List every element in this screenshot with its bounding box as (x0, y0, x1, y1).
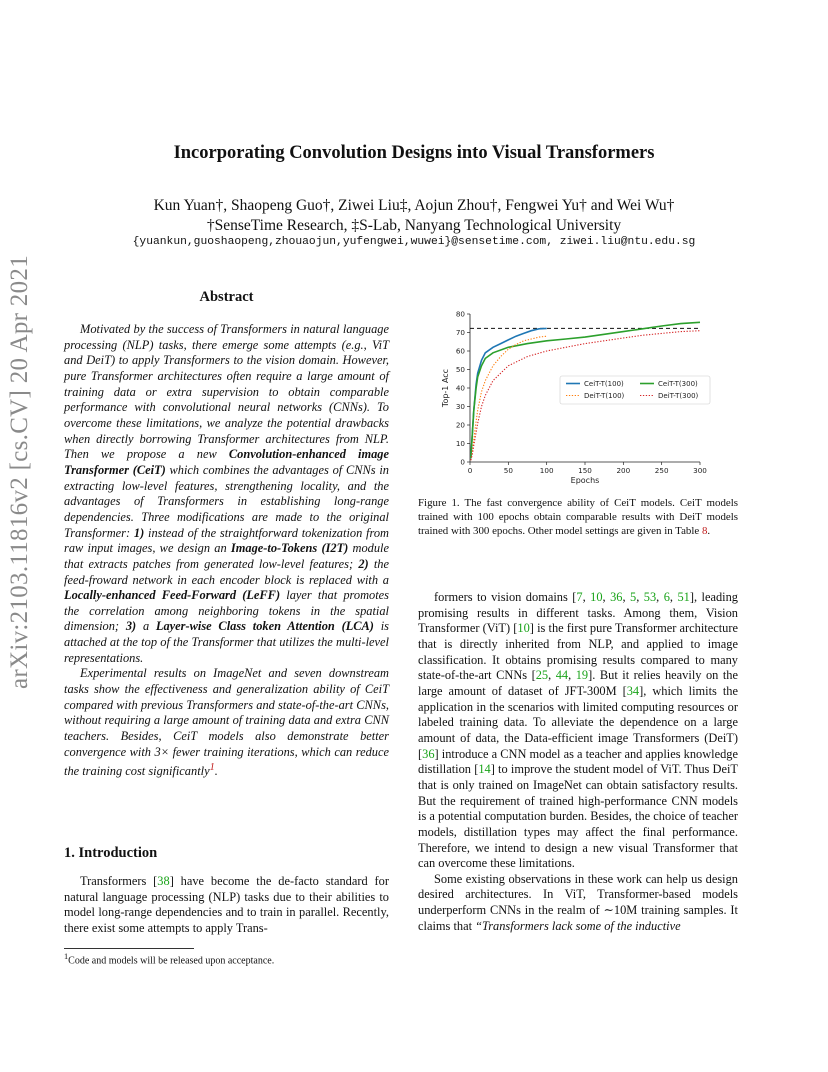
citation-link[interactable]: 36 (422, 746, 435, 761)
citation-link[interactable]: 6 (663, 590, 670, 604)
legend-label: CeiT-T(300) (658, 380, 698, 388)
figure-1 (418, 304, 738, 494)
citation-link[interactable]: 5 (630, 590, 637, 604)
y-axis-label: Top-1 Acc (441, 368, 450, 408)
y-tick-label: 70 (455, 328, 465, 338)
intro-body (64, 874, 389, 937)
citation-link[interactable]: 51 (677, 590, 690, 604)
abstract-paragraph-2: Experimental results on ImageNet and seven downstream tasks show the effectiveness and generalization ability of CeiT compared with previous Transformers and state-of-the-art CNNs, without requiring a large amount of training data and extra CNN teachers. Besides, CeiT models also demonstrate better convergence with 3× fewer training iterations, which can reduce the training cost significantly$^1$. (64, 666, 389, 779)
y-tick-label: 50 (455, 365, 465, 375)
legend-label: DeiT-T(100) (584, 392, 625, 400)
y-tick-label: 60 (455, 346, 465, 356)
citation-link[interactable]: 53 (643, 590, 657, 604)
citation-link[interactable]: 14 (478, 762, 491, 777)
citation-link[interactable]: 34 (626, 683, 640, 698)
intro-paragraph: Transformers [38] have become the de-facto standard for natural language processing (NLP) tasks due to their abilities to model long-range dependencies and to train in parallel. Recently, there exist some attempts to apply Trans- (64, 874, 389, 935)
arxiv-stamp: arXiv:2103.11816v2 [cs.CV] 20 Apr 2021 (6, 254, 33, 690)
y-tick-label: 20 (455, 420, 465, 430)
right-paragraph-2: Some existing observations in these work can help us design desired architectures. In ViT, Transformer-based models underperform CNNs in the realm of ∼10M training samples. It claims that “Transformers lack some of the inductive (418, 871, 738, 933)
footnote-rule (64, 948, 194, 949)
right-column-body (418, 590, 738, 934)
citation-link[interactable]: 38 (157, 874, 170, 888)
abstract-paragraph-1: Motivated by the success of Transformers in natural language processing (NLP) tasks, there emerge some attempts (e.g., ViT and DeiT) to apply Transformers to the vision domain. However, pure Transformer architectures often require a large amount of training data or extra supervision to obtain comparable performance with convolutional neural networks (CNNs). To overcome these limitations, we analyze the potential drawbacks when directly borrowing Transformer architectures from NLP. Then we propose a new Convolution-enhanced image Transformer (CeiT) which combines the advantages of CNNs in extracting low-level features, strengthening locality, and the advantages of Transformers in establishing long-range dependencies. Three modifications are made to the original Transformer: 1) instead of the straightforward tokenization from raw input images, we design an Image-to-Tokens (I2T) module that extracts patches from generated low-level features; 2) the feed-froward network in each encoder block is replaced with a Locally-enhanced Feed-Forward (LeFF) layer that promotes the correlation among neighboring tokens in the spatial dimension; 3) a Layer-wise Class token Attention (LCA) is attached at the top of the Transformer that utilizes the multi-level representations. (64, 322, 390, 665)
x-tick-label: 300 (693, 466, 707, 475)
citation-link[interactable]: 36 (610, 590, 623, 604)
y-tick-label: 30 (455, 402, 465, 412)
legend-label: CeiT-T(100) (584, 380, 624, 388)
intro-heading: 1. Introduction (64, 845, 158, 861)
legend-label: DeiT-T(300) (658, 392, 699, 400)
footnote: $^1$Code and models will be released upon acceptance. (64, 952, 275, 967)
paper-title: Incorporating Convolution Designs into Visual Transformers (173, 143, 655, 163)
y-tick-label: 40 (455, 383, 465, 393)
figure-caption: Figure 1. The fast convergence ability of CeiT models. CeiT models trained with 100 epochs obtain comparable results with DeiT models trained with 300 epochs. Other model settings are given in Table 8. (418, 497, 738, 538)
citation-link[interactable]: 19 (575, 668, 589, 683)
author-block (0, 196, 828, 236)
footnote-link[interactable]: 1 (209, 762, 215, 774)
x-axis-label: Epochs (570, 476, 600, 485)
x-tick-label: 150 (578, 466, 592, 475)
emails-line: {yuankun,guoshaopeng,zhouaojun,yufengwei,wuwei}@sensetime.com, ziwei.liu@ntu.edu.sg (132, 236, 696, 248)
y-tick-label: 0 (460, 457, 465, 467)
x-tick-label: 0 (467, 466, 473, 475)
citation-link[interactable]: 25 (535, 668, 549, 683)
citation-link[interactable]: 10 (517, 621, 530, 636)
table-ref-link[interactable]: 8 (701, 525, 708, 538)
abstract-body (64, 322, 389, 780)
convergence-chart (418, 304, 738, 494)
right-paragraph-1: formers to vision domains [7, 10, 36, 5, 53, 6, 51], leading promising results in different tasks. Among them, Vision Transformer (ViT) [10] is the first pure Transformer architecture that is directly inherited from NLP, and applied to image classification. It obtains promising results compared to many state-of-the-art CNNs [25, 44, 19]. But it relies heavily on the large amount of dataset of JFT-300M [34], which limits the application in the scenarios with limited computing resources or labeled training data. To alleviate the dependence on a large amount of data, the Data-efficient image Transformers (DeiT) [36] introduce a CNN model as a teacher and applies knowledge distillation [14] to improve the student model of ViT. Thus DeiT that is only trained on ImageNet can obtain satisfactory results. But the requirement of trained high-performance CNN models is a potential computation burden. Besides, the choice of teacher models, distillation types may affect the final performance. Therefore, we intend to design a new visual Transformer that can overcome these limitations. (418, 590, 739, 871)
abstract-heading: Abstract (199, 289, 254, 305)
affiliations-line: †SenseTime Research, ‡S-Lab, Nanyang Technological University (206, 217, 622, 234)
x-tick-label: 50 (503, 466, 513, 475)
authors-line: Kun Yuan†, Shaopeng Guo†, Ziwei Liu‡, Aojun Zhou†, Fengwei Yu† and Wei Wu† (153, 197, 675, 214)
citation-link[interactable]: 7 (576, 590, 583, 604)
x-tick-label: 250 (654, 466, 669, 475)
y-tick-label: 10 (455, 439, 465, 449)
citation-link[interactable]: 44 (555, 668, 569, 683)
y-tick-label: 80 (455, 309, 465, 319)
x-tick-label: 100 (539, 466, 554, 475)
citation-link[interactable]: 10 (590, 590, 603, 604)
x-tick-label: 200 (616, 466, 631, 475)
